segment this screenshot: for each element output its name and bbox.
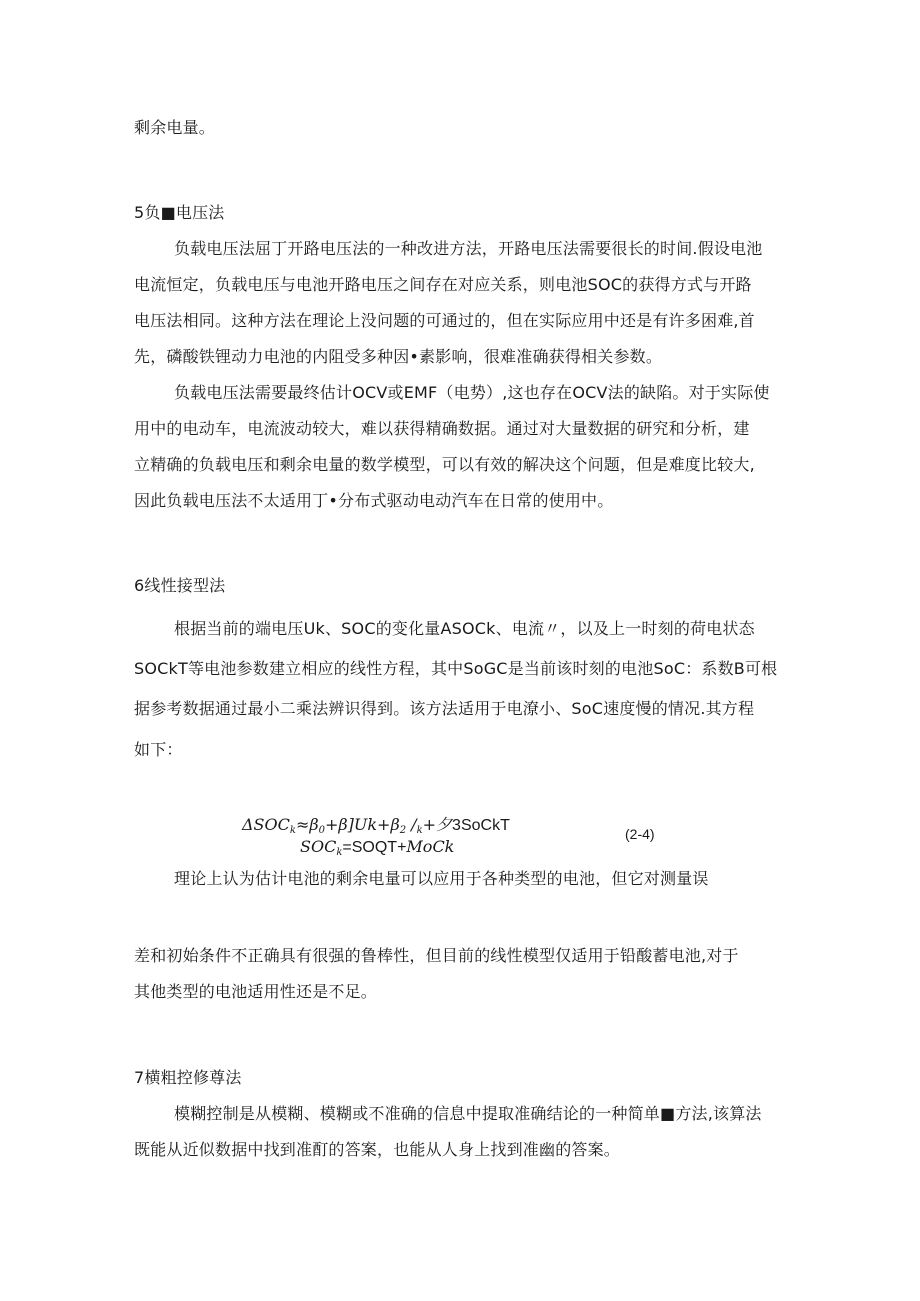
formula-term: +夕 (422, 815, 453, 834)
sec5-para1-line: 先，磷酸铁锂动力电池的内阻受多种因•素影响，很难准确获得相关参数。 (134, 347, 663, 366)
formula-term: ≈β (295, 815, 319, 834)
sec5-para2-line: 立精确的负载电压和剩余电量的数学模型，可以有效的解决这个问题，但是难度比较大, (134, 455, 755, 474)
formula-subscript: k (336, 847, 343, 858)
formula-lhs: SOC (300, 837, 337, 856)
formula-lhs: ΔSOC (242, 815, 290, 834)
formula-term: / (406, 815, 417, 834)
sec6-para1-line: SOCkT等电池参数建立相应的线性方程，其中SoGC是当前该时刻的电池SoC：系数B可根 (134, 659, 778, 678)
formula-line-2 (300, 837, 454, 863)
formula-term: +β]Uk+β (324, 815, 400, 834)
sec6-para2-line: 理论上认为估计电池的剩余电量可以应用于各种类型的电池，但它对测量误 (174, 869, 709, 888)
formula-subscript: k (289, 825, 296, 836)
sec6-para1-line: 根据当前的端电压Uk、SOC的变化量ASOCk、电流〃，以及上一时刻的荷电状态 (174, 619, 755, 638)
equation-number: (2-4) (625, 826, 655, 842)
sec6-para1-line: 如下： (134, 740, 183, 759)
formula-subscript: 2 (399, 825, 407, 836)
sec6-para3-line: 差和初始条件不正确具有很强的鲁棒性，但目前的线性模型仅适用于铅酸蓄电池,对于 (134, 946, 739, 965)
formula-term: =SOQT+ (342, 839, 407, 856)
sec7-para1-line: 模糊控制是从模糊、模糊或不准确的信息中提取准确结论的一种简单■方法,该算法 (174, 1104, 762, 1123)
sec5-para2-line: 因此负载电压法不太适用丁•分布式驱动电动汽车在日常的使用中。 (134, 491, 614, 510)
formula-term: 3SoCkT (452, 817, 510, 834)
sec5-para1-line: 电流恒定，负载电压与电池开路电压之间存在对应关系，则电池SOC的获得方式与开路 (134, 275, 752, 294)
section-6-heading: 6线性接型法 (134, 576, 226, 595)
sec5-para2-line: 负载电压法需要最终估计OCV或EMF（电势）,这也存在OCV法的缺陷。对于实际使 (174, 383, 770, 402)
sec6-para1-line: 据参考数据通过最小二乘法辨识得到。该方法适用于电潦小、SoC速度慢的情况.其方程 (134, 699, 755, 718)
section-5-heading: 5负■电压法 (134, 203, 225, 222)
formula-subscript: k (416, 825, 423, 836)
section-7-heading: 7横粗控修尊法 (134, 1068, 242, 1087)
sec5-para1-line: 电压法相同。这种方法在理论上没问题的可通过的，但在实际应用中还是有许多困难,首 (134, 311, 755, 330)
intro-text: 剩余电量。 (134, 118, 216, 137)
sec5-para1-line: 负载电压法屈丁开路电压法的一种改进方法，开路电压法需要很长的时间.假设电池 (174, 239, 763, 258)
sec7-para1-line: 既能从近似数据中找到准酊的答案，也能从人身上找到准幽的答案。 (134, 1140, 621, 1159)
formula-term: MoCk (406, 837, 455, 856)
sec5-para2-line: 用中的电动车，电流波动较大，难以获得精确数据。通过对大量数据的研究和分析，建 (134, 419, 750, 438)
formula-subscript: 0 (318, 825, 325, 836)
sec6-para3-line: 其他类型的电池适用性还是不足。 (134, 982, 378, 1001)
